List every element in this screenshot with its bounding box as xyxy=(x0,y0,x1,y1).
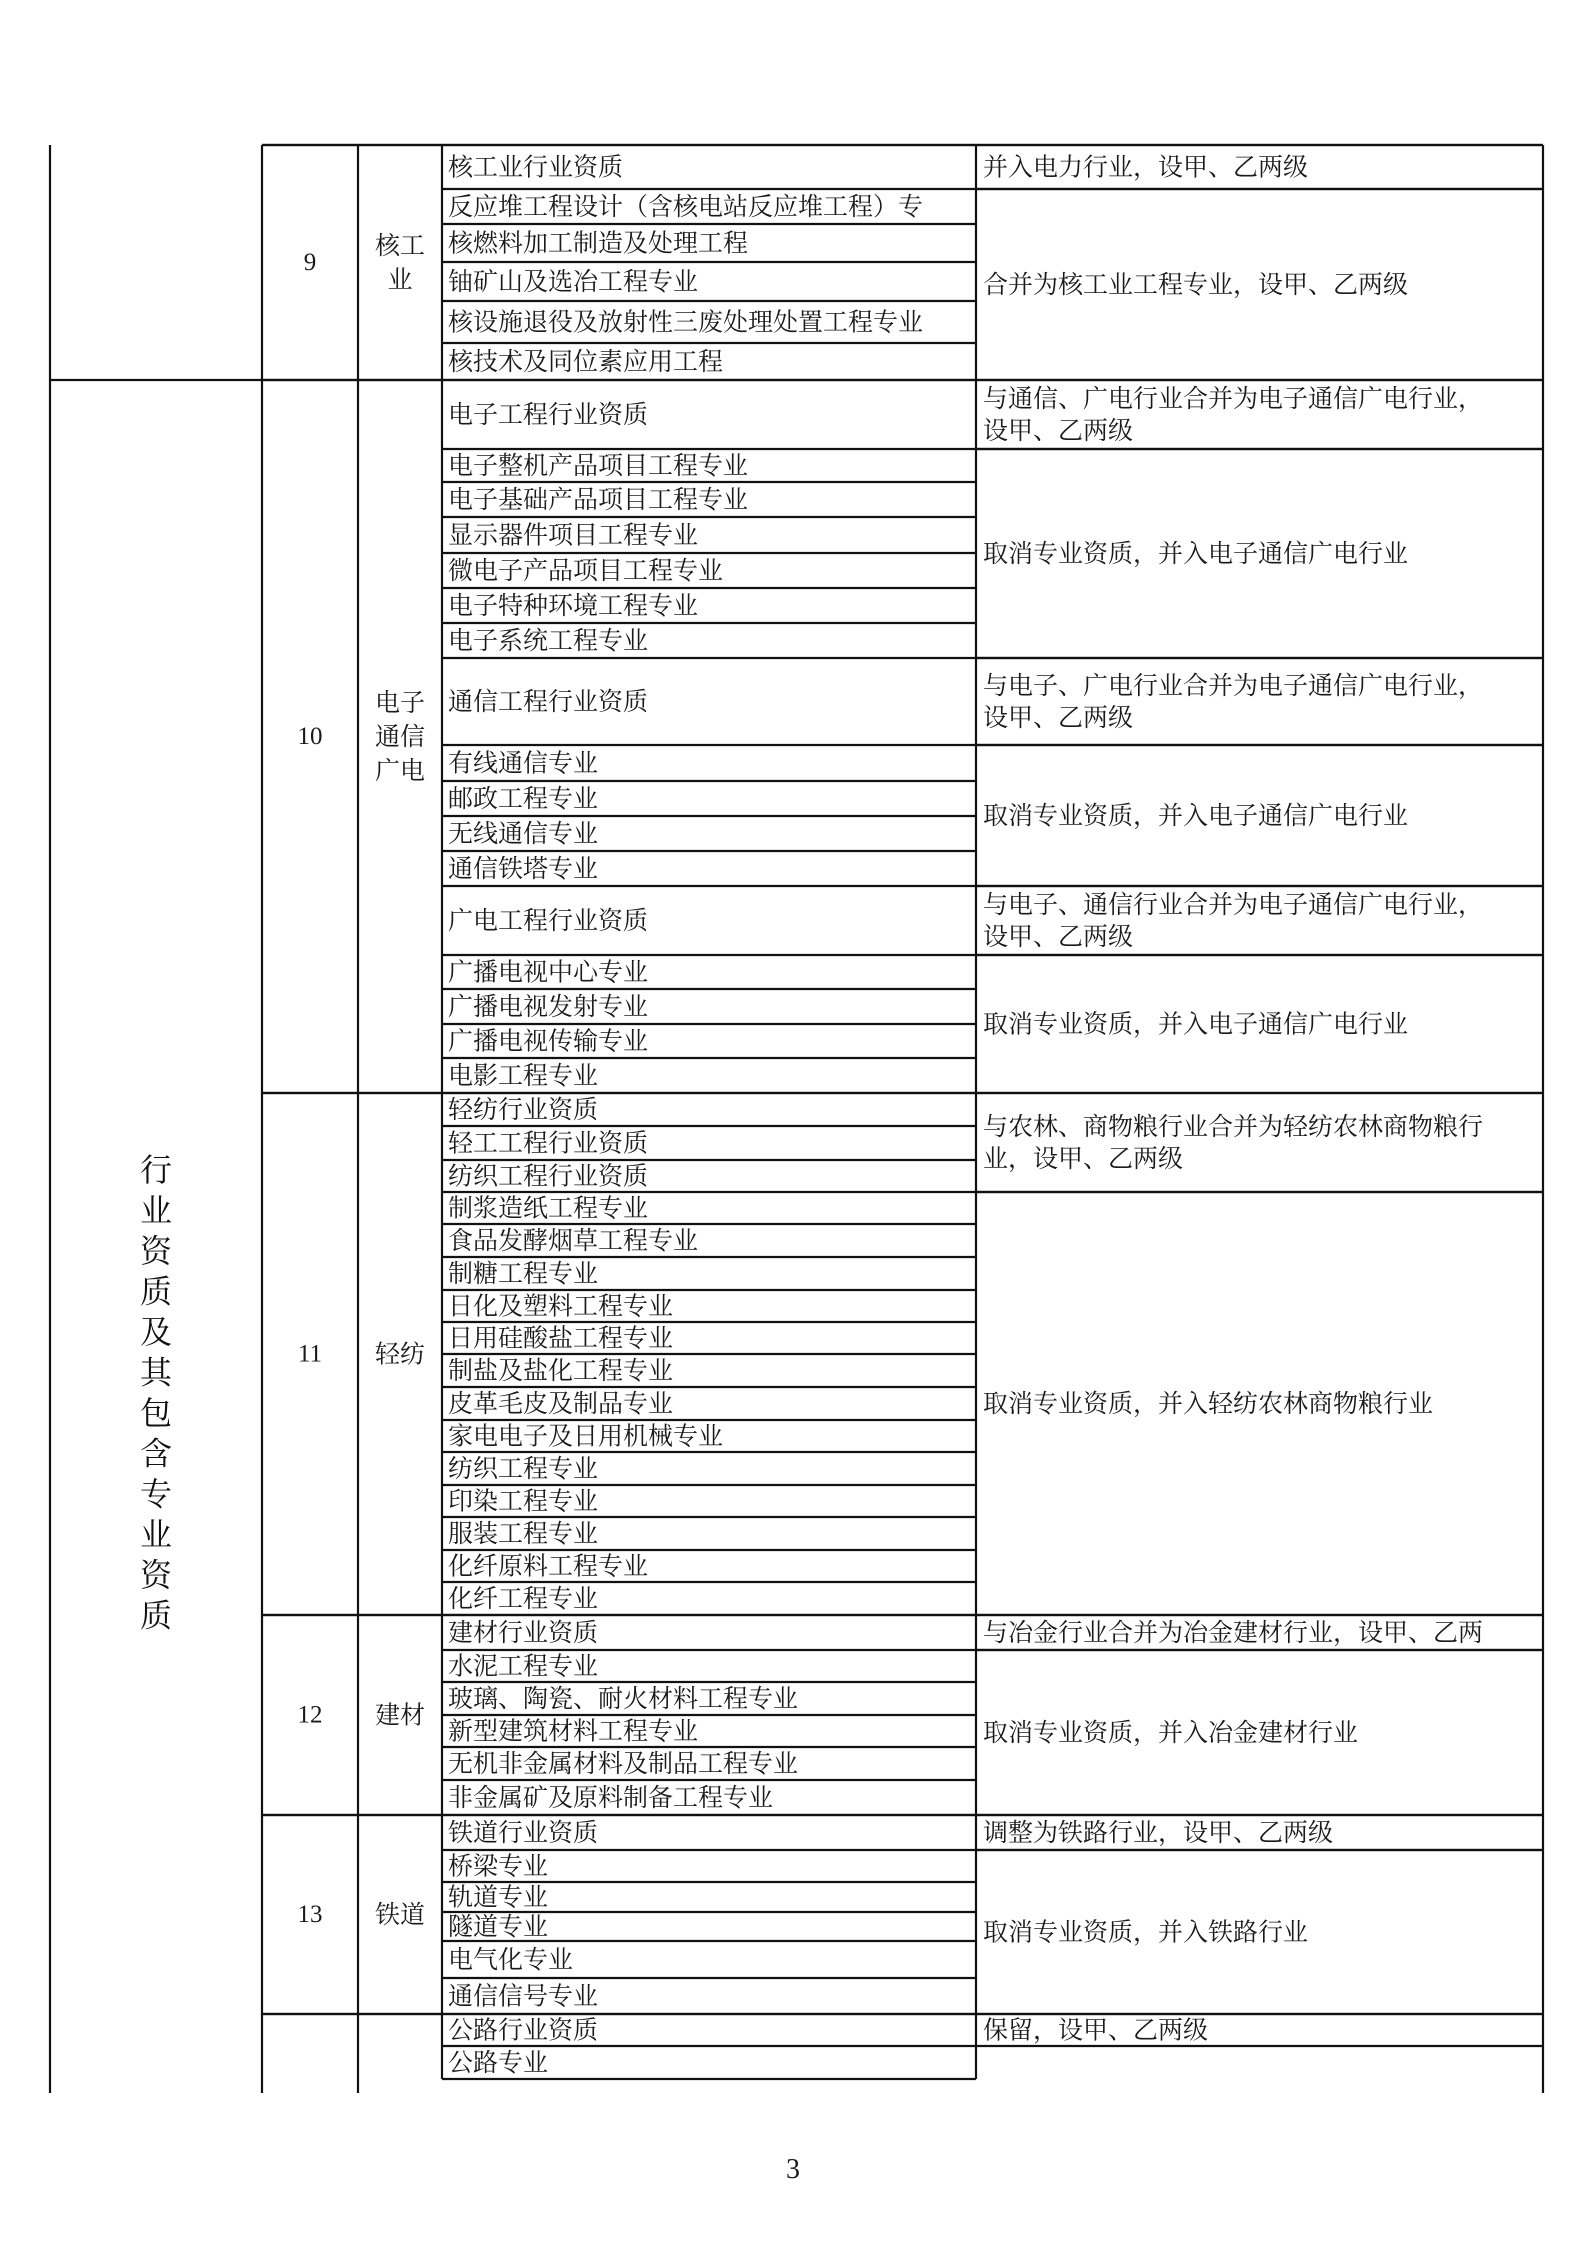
group-name-line: 业 xyxy=(387,265,413,294)
item-label: 皮革毛皮及制品专业 xyxy=(448,1389,674,1418)
note-text: 取消专业资质，并入铁路行业 xyxy=(983,1917,1309,1947)
category-char: 质 xyxy=(139,1596,173,1635)
note-text: 合并为核工业工程专业，设甲、乙两级 xyxy=(983,270,1409,299)
item-label: 电影工程专业 xyxy=(448,1061,599,1090)
category-char: 及 xyxy=(139,1313,173,1351)
category-char: 专 xyxy=(139,1475,173,1513)
item-label: 纺织工程行业资质 xyxy=(448,1161,649,1191)
group-name-line: 核工 xyxy=(374,231,426,260)
item-label: 轨道专业 xyxy=(448,1882,549,1912)
note-text: 与农林、商物粮行业合并为轻纺农林商物粮行 xyxy=(983,1112,1484,1141)
item-label: 通信信号专业 xyxy=(448,1981,599,2011)
group-number: 13 xyxy=(297,1901,323,1928)
item-label: 制盐及盐化工程专业 xyxy=(448,1356,674,1385)
item-label: 广播电视发射专业 xyxy=(448,992,649,1021)
item-label: 建材行业资质 xyxy=(448,1618,599,1647)
item-label: 电气化专业 xyxy=(448,1945,574,1974)
item-label: 电子系统工程专业 xyxy=(448,626,649,655)
item-label: 食品发酵烟草工程专业 xyxy=(448,1226,699,1255)
item-label: 广播电视传输专业 xyxy=(448,1026,649,1056)
item-label: 公路行业资质 xyxy=(448,2015,599,2045)
item-label: 邮政工程专业 xyxy=(448,784,599,813)
item-label: 铀矿山及选冶工程专业 xyxy=(448,267,699,296)
note-text: 设甲、乙两级 xyxy=(983,416,1134,445)
category-char: 质 xyxy=(139,1272,173,1311)
item-label: 无线通信专业 xyxy=(448,819,599,848)
item-label: 广播电视中心专业 xyxy=(448,957,649,987)
item-label: 反应堆工程设计（含核电站反应堆工程）专 xyxy=(448,192,924,221)
item-label: 制浆造纸工程专业 xyxy=(448,1193,649,1223)
note-text: 并入电力行业，设甲、乙两级 xyxy=(983,152,1309,182)
category-char: 含 xyxy=(139,1434,173,1473)
item-label: 家电电子及日用机械专业 xyxy=(448,1421,724,1451)
group-number: 12 xyxy=(297,1701,323,1729)
item-label: 电子特种环境工程专业 xyxy=(448,591,699,620)
item-label: 隧道专业 xyxy=(448,1912,549,1941)
category-char: 行 xyxy=(139,1151,173,1189)
group-name-line: 广电 xyxy=(374,756,426,785)
item-label: 核燃料加工制造及处理工程 xyxy=(448,228,749,258)
item-label: 新型建筑材料工程专业 xyxy=(448,1716,699,1746)
group-number: 10 xyxy=(297,723,323,750)
note-text: 设甲、乙两级 xyxy=(983,922,1134,951)
item-label: 微电子产品项目工程专业 xyxy=(448,556,724,585)
item-label: 化纤工程专业 xyxy=(448,1584,599,1613)
table-text xyxy=(140,153,1483,2078)
item-label: 公路专业 xyxy=(448,2048,549,2077)
item-label: 纺织工程专业 xyxy=(448,1454,599,1483)
note-text: 与电子、广电行业合并为电子通信广电行业， xyxy=(983,671,1484,700)
note-text: 与通信、广电行业合并为电子通信广电行业， xyxy=(983,384,1484,413)
note-text: 取消专业资质，并入电子通信广电行业 xyxy=(983,539,1409,568)
item-label: 通信铁塔专业 xyxy=(448,854,599,883)
note-text: 取消专业资质，并入电子通信广电行业 xyxy=(983,801,1409,830)
item-label: 电子基础产品项目工程专业 xyxy=(448,485,749,514)
note-text: 保留，设甲、乙两级 xyxy=(983,2015,1209,2045)
note-text: 取消专业资质，并入轻纺农林商物粮行业 xyxy=(983,1389,1434,1418)
note-text: 设甲、乙两级 xyxy=(983,703,1134,732)
group-number: 11 xyxy=(297,1340,323,1368)
item-label: 无机非金属材料及制品工程专业 xyxy=(448,1749,799,1778)
item-label: 通信工程行业资质 xyxy=(448,687,649,716)
group-number: 9 xyxy=(303,249,317,276)
item-label: 日用硅酸盐工程专业 xyxy=(448,1323,674,1353)
note-text: 取消专业资质，并入冶金建材行业 xyxy=(983,1718,1359,1747)
group-name-line: 铁道 xyxy=(374,1900,426,1929)
item-label: 轻纺行业资质 xyxy=(448,1095,599,1124)
item-label: 显示器件项目工程专业 xyxy=(448,520,699,550)
page-number: 3 xyxy=(786,2154,800,2185)
group-name-line: 通信 xyxy=(374,722,426,751)
item-label: 印染工程专业 xyxy=(448,1486,599,1516)
item-label: 核工业行业资质 xyxy=(448,152,624,182)
item-label: 水泥工程专业 xyxy=(448,1651,599,1681)
item-label: 玻璃、陶瓷、耐火材料工程专业 xyxy=(448,1684,799,1713)
item-label: 电子整机产品项目工程专业 xyxy=(448,451,749,480)
group-name-line: 轻纺 xyxy=(374,1339,426,1369)
item-label: 铁道行业资质 xyxy=(448,1818,599,1847)
item-label: 广电工程行业资质 xyxy=(448,906,649,935)
item-label: 化纤原料工程专业 xyxy=(448,1551,649,1581)
item-label: 制糖工程专业 xyxy=(448,1259,599,1288)
note-text: 业，设甲、乙两级 xyxy=(983,1144,1184,1173)
category-char: 业 xyxy=(139,1515,173,1554)
group-name-line: 建材 xyxy=(374,1700,426,1730)
category-char: 业 xyxy=(139,1191,173,1230)
category-char: 资 xyxy=(139,1232,173,1270)
category-char: 其 xyxy=(139,1353,173,1392)
note-text: 取消专业资质，并入电子通信广电行业 xyxy=(983,1009,1409,1039)
category-char: 资 xyxy=(139,1556,173,1594)
group-name-line: 电子 xyxy=(374,688,426,717)
item-label: 桥梁专业 xyxy=(448,1851,549,1881)
item-label: 轻工工程行业资质 xyxy=(448,1128,649,1158)
item-label: 非金属矿及原料制备工程专业 xyxy=(448,1783,774,1812)
item-label: 核技术及同位素应用工程 xyxy=(448,347,724,376)
item-label: 日化及塑料工程专业 xyxy=(448,1291,674,1321)
note-text: 调整为铁路行业，设甲、乙两级 xyxy=(983,1818,1334,1847)
item-label: 核设施退役及放射性三废处理处置工程专业 xyxy=(448,307,924,337)
note-text: 与电子、通信行业合并为电子通信广电行业， xyxy=(983,890,1484,919)
note-text: 与冶金行业合并为冶金建材行业，设甲、乙两 xyxy=(983,1618,1484,1647)
item-label: 服装工程专业 xyxy=(448,1519,599,1548)
item-label: 电子工程行业资质 xyxy=(448,400,649,429)
item-label: 有线通信专业 xyxy=(448,748,599,778)
category-char: 包 xyxy=(139,1394,173,1432)
